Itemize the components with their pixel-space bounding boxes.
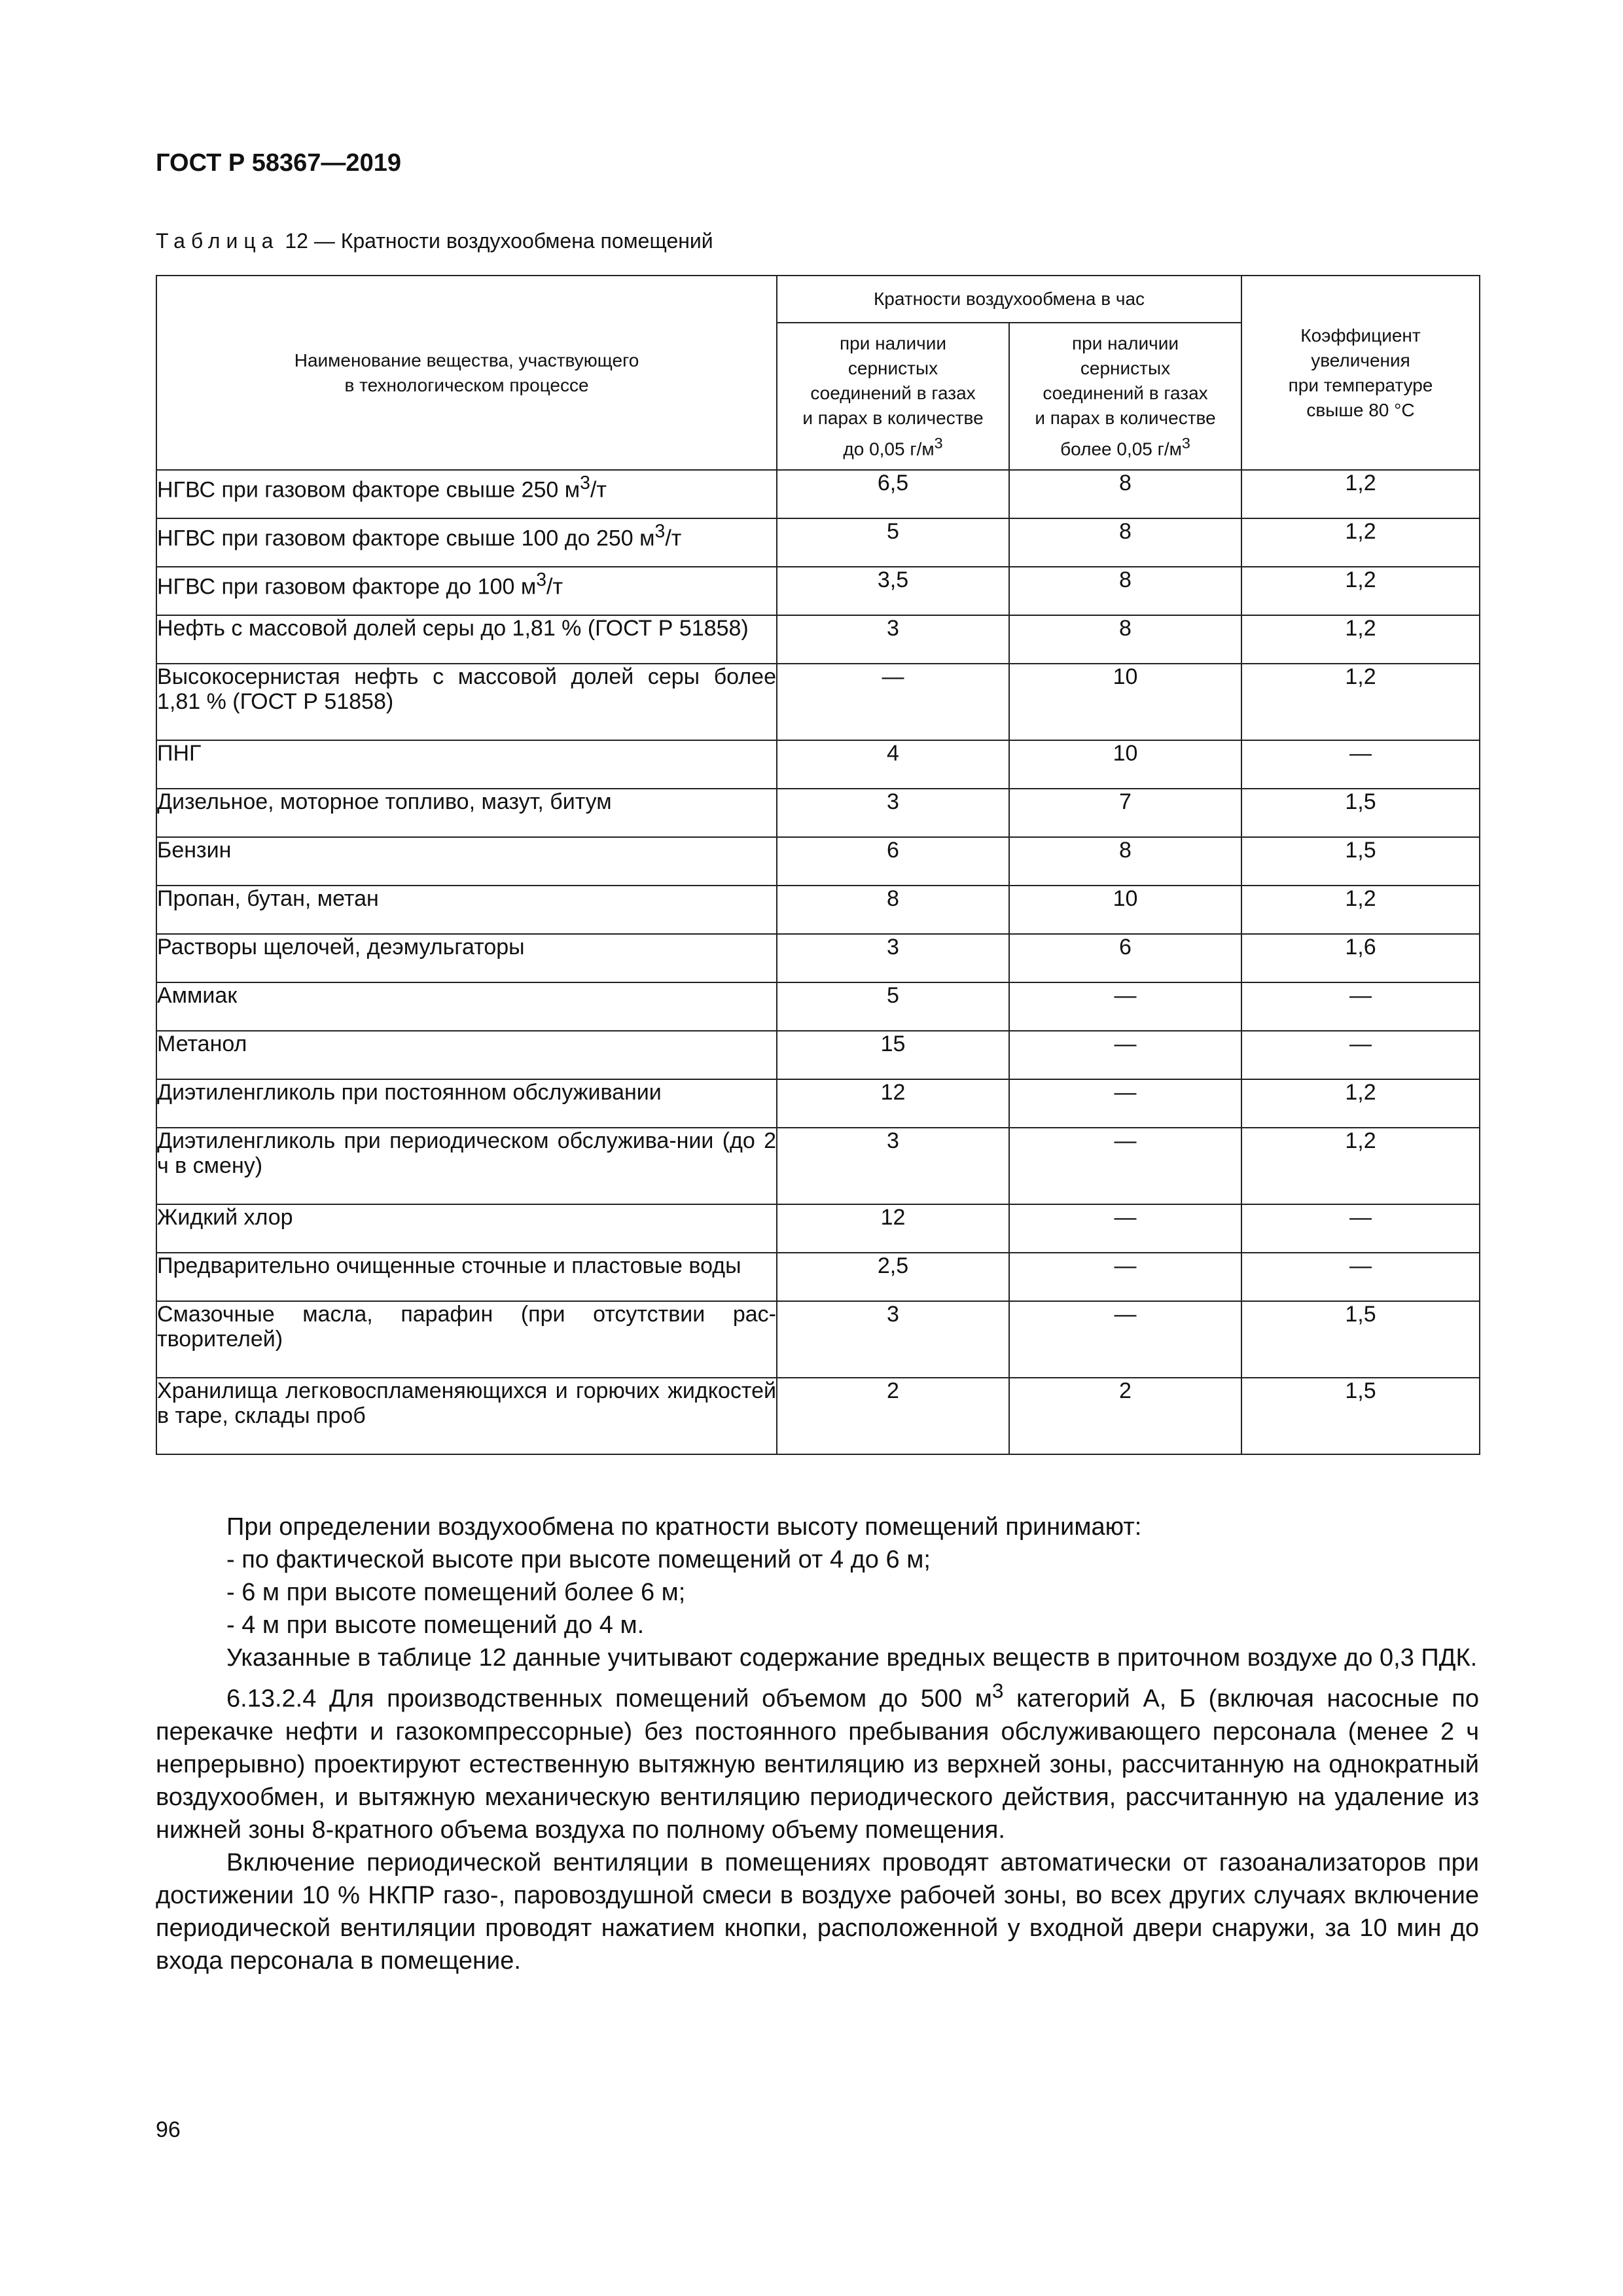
- paragraph-periodic-ventilation: Включение периодической вентиляции в помещениях проводят автоматически от газоанализаторов при достижении 10 % НКПР газо-, паровоздушной смеси в воздухе рабочей зоны, во всех других случаях включение периодической вентиляции проводят нажатием кнопки, расположенной у входной двери снаружи, за 10 мин до входа персонала в помещение.: [156, 1848, 1479, 1975]
- cell-substance: Дизельное, моторное топливо, мазут, битум: [156, 789, 777, 837]
- cell-substance: Растворы щелочей, деэмульгаторы: [156, 934, 777, 982]
- cell-rate-over-0-05: 10: [1009, 886, 1241, 934]
- cell-rate-over-0-05: 8: [1009, 837, 1241, 886]
- cell-rate-up-to-0-05: 5: [777, 518, 1009, 567]
- table-header-row: [156, 276, 1480, 323]
- cell-rate-up-to-0-05: —: [777, 664, 1009, 740]
- cell-coefficient: 1,2: [1241, 567, 1480, 615]
- table-row: [156, 518, 1480, 567]
- cell-substance: Нефть с массовой долей серы до 1,81 % (ГОСТ Р 51858): [156, 615, 777, 664]
- cell-coefficient: —: [1241, 740, 1480, 789]
- table-row: [156, 615, 1480, 664]
- col-header-over-0-05: при наличии сернистых соединений в газах и парах в количестве более 0,05 $г/м^3$: [1009, 323, 1241, 470]
- cell-rate-over-0-05: —: [1009, 1128, 1241, 1204]
- table-caption-word: Таблица: [156, 229, 279, 253]
- table-row: [156, 1128, 1480, 1204]
- cell-substance: Высокосернистая нефть с массовой долей серы более 1,81 % (ГОСТ Р 51858): [156, 664, 777, 740]
- cell-rate-over-0-05: 8: [1009, 518, 1241, 567]
- table-row: [156, 740, 1480, 789]
- cell-rate-up-to-0-05: 3: [777, 615, 1009, 664]
- table-row: [156, 470, 1480, 518]
- cell-coefficient: 1,2: [1241, 886, 1480, 934]
- cell-rate-over-0-05: —: [1009, 1253, 1241, 1301]
- cell-rate-up-to-0-05: 4: [777, 740, 1009, 789]
- cell-rate-up-to-0-05: 2,5: [777, 1253, 1009, 1301]
- cell-rate-up-to-0-05: 2: [777, 1378, 1009, 1454]
- table-row: [156, 1253, 1480, 1301]
- cell-coefficient: 1,2: [1241, 615, 1480, 664]
- page-number: 96: [156, 2117, 181, 2142]
- cell-coefficient: —: [1241, 982, 1480, 1031]
- cell-rate-over-0-05: —: [1009, 1301, 1241, 1378]
- body-text: [156, 1511, 1479, 1977]
- cell-rate-up-to-0-05: 3: [777, 789, 1009, 837]
- document-code: ГОСТ Р 58367—2019: [156, 149, 401, 177]
- cell-rate-over-0-05: —: [1009, 1079, 1241, 1128]
- cell-rate-up-to-0-05: 8: [777, 886, 1009, 934]
- cell-coefficient: 1,2: [1241, 1128, 1480, 1204]
- cell-substance: Диэтиленгликоль при периодическом обслужива-нии (до 2 ч в смену): [156, 1128, 777, 1204]
- cell-rate-over-0-05: 2: [1009, 1378, 1241, 1454]
- table-row: [156, 934, 1480, 982]
- cell-coefficient: 1,5: [1241, 1301, 1480, 1378]
- cell-rate-up-to-0-05: 12: [777, 1204, 1009, 1253]
- table-row: [156, 789, 1480, 837]
- col-header-coefficient: Коэффициент увеличения при температуре свыше 80 °С: [1241, 276, 1480, 470]
- cell-rate-over-0-05: 8: [1009, 567, 1241, 615]
- cell-coefficient: —: [1241, 1031, 1480, 1079]
- cell-coefficient: 1,5: [1241, 837, 1480, 886]
- table-row: [156, 1204, 1480, 1253]
- cell-rate-over-0-05: 10: [1009, 740, 1241, 789]
- cell-rate-over-0-05: —: [1009, 1031, 1241, 1079]
- paragraph-6-13-2-4: 6.13.2.4 Для производственных помещений объемом до 500 $м^3$ категорий А, Б (включая насосные по перекачке нефти и газокомпрессорные) без постоянного пребывания обслуживающего персонала (менее 2 ч непрерывно) проектируют естественную вытяжную вентиляцию из верхней зоны, рассчитанную на однократный воздухообмен, и вытяжную механическую вентиляцию периодического действия, рассчитанную на удаление из нижней зоны 8-кратного объема воздуха по полному объему помещения.: [156, 1679, 1479, 1844]
- cell-rate-over-0-05: 8: [1009, 615, 1241, 664]
- table-row: [156, 1301, 1480, 1378]
- table-row: [156, 837, 1480, 886]
- cell-coefficient: 1,5: [1241, 1378, 1480, 1454]
- cell-substance: Диэтиленгликоль при постоянном обслуживании: [156, 1079, 777, 1128]
- list-item: - 4 м при высоте помещений до 4 м.: [226, 1611, 645, 1639]
- col-header-up-to-0-05: при наличии сернистых соединений в газах и парах в количестве до 0,05 $г/м^3$: [777, 323, 1009, 470]
- cell-substance: Бензин: [156, 837, 777, 886]
- cell-rate-up-to-0-05: 6: [777, 837, 1009, 886]
- table-row: [156, 982, 1480, 1031]
- list-item: - по фактической высоте при высоте помещений от 4 до 6 м;: [226, 1546, 931, 1573]
- cell-rate-up-to-0-05: 3: [777, 1128, 1009, 1204]
- cell-rate-up-to-0-05: 3: [777, 1301, 1009, 1378]
- cell-substance: Смазочные масла, парафин (при отсутствии рас-творителей): [156, 1301, 777, 1378]
- paragraph-height-rule: При определении воздухообмена по кратности высоту помещений принимают:: [226, 1513, 1142, 1541]
- cell-substance: Пропан, бутан, метан: [156, 886, 777, 934]
- col-header-substance: Наименование вещества, участвующего в технологическом процессе: [156, 276, 777, 470]
- cell-substance: Аммиак: [156, 982, 777, 1031]
- cell-substance: НГВС при газовом факторе до 100 $м^3/т$: [156, 567, 777, 615]
- table-row: [156, 886, 1480, 934]
- air-exchange-table: [156, 275, 1480, 1455]
- table-row: [156, 1079, 1480, 1128]
- cell-coefficient: 1,5: [1241, 789, 1480, 837]
- cell-rate-over-0-05: —: [1009, 982, 1241, 1031]
- cell-coefficient: 1,2: [1241, 1079, 1480, 1128]
- cell-rate-up-to-0-05: 12: [777, 1079, 1009, 1128]
- cell-rate-up-to-0-05: 5: [777, 982, 1009, 1031]
- cell-rate-up-to-0-05: 15: [777, 1031, 1009, 1079]
- cell-coefficient: —: [1241, 1253, 1480, 1301]
- paragraph-table-note: Указанные в таблице 12 данные учитывают содержание вредных веществ в приточном воздухе до 0,3 ПДК.: [226, 1644, 1478, 1672]
- cell-substance: НГВС при газовом факторе свыше 100 до 250 $м^3/т$: [156, 518, 777, 567]
- col-header-exchange-rate: Кратности воздухообмена в час: [777, 276, 1241, 323]
- cell-rate-over-0-05: 6: [1009, 934, 1241, 982]
- cell-substance: Метанол: [156, 1031, 777, 1079]
- cell-substance: НГВС при газовом факторе свыше 250 $м^3/т$: [156, 470, 777, 518]
- cell-rate-up-to-0-05: 6,5: [777, 470, 1009, 518]
- table-row: [156, 1378, 1480, 1454]
- cell-coefficient: 1,2: [1241, 664, 1480, 740]
- cell-substance: Хранилища легковоспламеняющихся и горючих жидкостей в таре, склады проб: [156, 1378, 777, 1454]
- cell-substance: Предварительно очищенные сточные и пластовые воды: [156, 1253, 777, 1301]
- table-caption: [156, 229, 713, 253]
- cell-coefficient: 1,6: [1241, 934, 1480, 982]
- cell-substance: Жидкий хлор: [156, 1204, 777, 1253]
- cell-coefficient: —: [1241, 1204, 1480, 1253]
- cell-rate-over-0-05: —: [1009, 1204, 1241, 1253]
- cell-coefficient: 1,2: [1241, 518, 1480, 567]
- cell-coefficient: 1,2: [1241, 470, 1480, 518]
- table-row: [156, 1031, 1480, 1079]
- list-item: - 6 м при высоте помещений более 6 м;: [226, 1579, 686, 1606]
- cell-rate-up-to-0-05: 3,5: [777, 567, 1009, 615]
- table-caption-text: 12 — Кратности воздухообмена помещений: [279, 229, 713, 253]
- cell-rate-over-0-05: 10: [1009, 664, 1241, 740]
- cell-rate-up-to-0-05: 3: [777, 934, 1009, 982]
- table-row: [156, 567, 1480, 615]
- table-row: [156, 664, 1480, 740]
- cell-rate-over-0-05: 7: [1009, 789, 1241, 837]
- cell-substance: ПНГ: [156, 740, 777, 789]
- cell-rate-over-0-05: 8: [1009, 470, 1241, 518]
